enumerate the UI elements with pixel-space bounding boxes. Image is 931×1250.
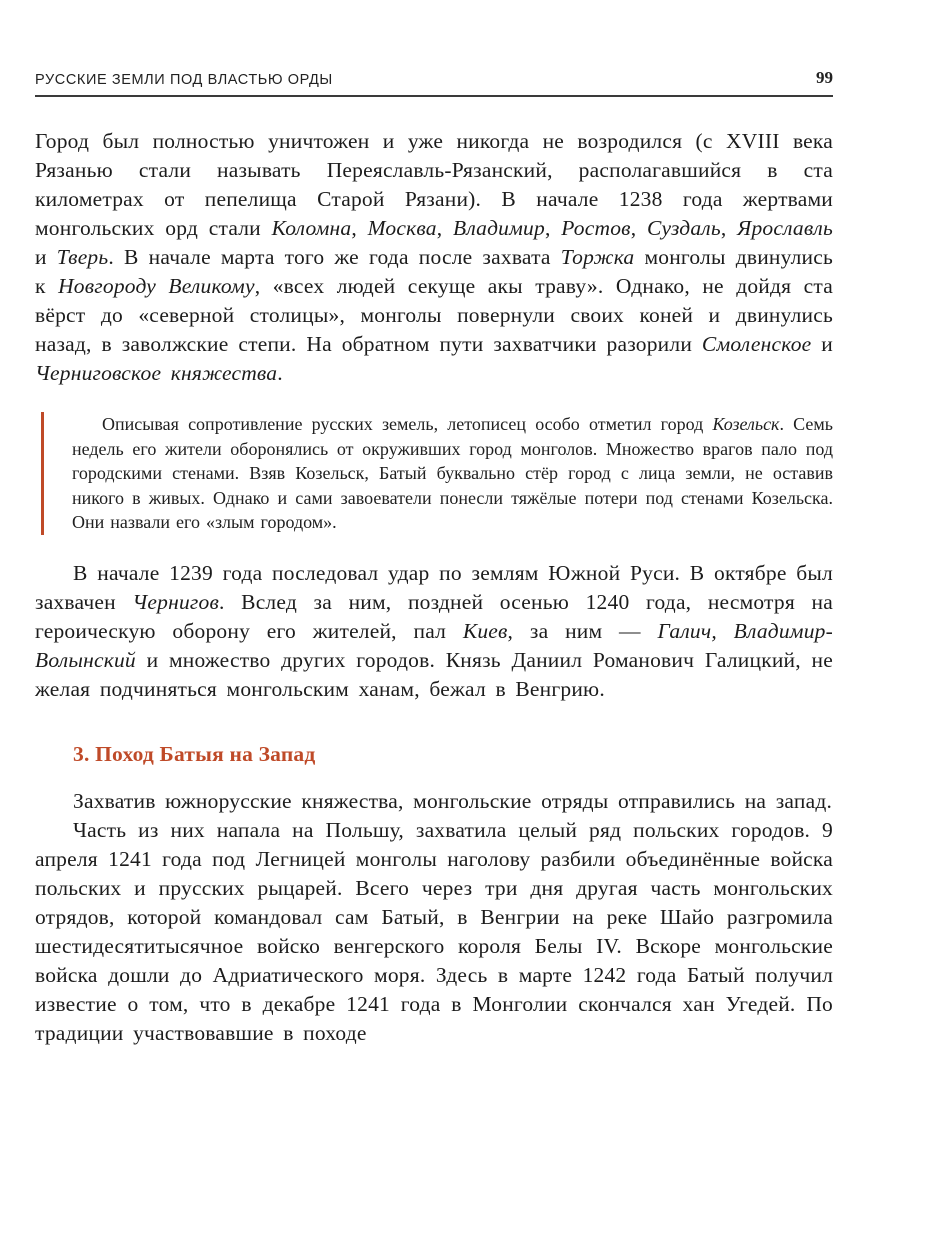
italic-text: Ярославль: [737, 216, 833, 240]
text-run: и множество других городов. Князь Даниил Романович Галицкий, не желая подчиняться монгольским ханам, бежал в Венгрию.: [35, 647, 833, 701]
paragraph: [35, 816, 833, 1048]
page-number: 99: [816, 68, 833, 87]
italic-text: Ростов: [561, 216, 631, 240]
italic-text: Козельск: [712, 414, 780, 434]
text-run: ,: [544, 216, 562, 240]
text-run: Город был полностью уничтожен и уже никогда не возродился (с XVIII века Рязанью стали называть Переяславль-Рязанский, располагавшийся в ста километрах от пепелища Старой Рязани). В начале 1238 года жертвами монгольских орд стали: [35, 129, 833, 240]
italic-text: Торжка: [560, 245, 635, 269]
text-run: ,: [351, 216, 368, 240]
text-run: ,: [630, 216, 647, 240]
italic-text: Новгороду Великому: [58, 274, 255, 298]
paragraph: [35, 559, 833, 704]
page-header: [35, 68, 833, 97]
text-run: , «всех людей секуще акы траву». Однако, не дойдя ста вёрст до «северной столицы», монголы повернули своих коней и двинулись назад, в заволжские степи. На обратном пути захватчики разорили: [35, 274, 833, 356]
text-run: Часть из них напала на Польшу, захватила целый ряд польских городов. 9 апреля 1241 года под Легницей монголы наголову разбили объединённые войска польских и прусских рыцарей. Всего через три дня другая часть монгольских отрядов, которой командовал сам Батый, в Венгрии на реке Шайо разгромила шестидесятитысячное войско венгерского короля Белы IV. Вскоре монгольские войска дошли до Адриатического моря. Здесь в марте 1242 года Батый получил известие о том, что в декабре 1241 года в Монголии скончался хан Угедей. По традиции участвовавшие в походе: [35, 817, 833, 1045]
text-run: . Вслед за ним, поздней осенью 1240 года, несмотря на героическую оборону его жителей, пал: [35, 589, 833, 643]
italic-text: Суздаль: [646, 216, 721, 240]
page-content: [35, 127, 833, 1048]
header-rule: [35, 95, 833, 97]
italic-text: Черниговское княжества: [35, 361, 278, 385]
paragraph: [35, 787, 833, 816]
italic-text: Москва: [367, 216, 437, 240]
text-run: монголы двинулись к: [35, 245, 833, 298]
section-heading: 3. Поход Батыя на Запад: [73, 741, 316, 766]
text-run: Описывая сопротивление русских земель, летописец особо отметил город: [102, 414, 713, 434]
text-run: . В начале марта того же года после захвата: [108, 245, 561, 269]
text-run: и: [811, 332, 833, 356]
text-run: , за ним —: [507, 618, 658, 643]
italic-text: Тверь: [56, 245, 109, 269]
text-run: В начале 1239 года последовал удар по землям Южной Руси. В октябре был захвачен: [35, 560, 833, 614]
text-run: и: [35, 245, 57, 269]
running-title: РУССКИЕ ЗЕМЛИ ПОД ВЛАСТЬЮ ОРДЫ: [35, 72, 333, 88]
text-run: ,: [720, 216, 738, 240]
italic-text: Чернигов: [132, 589, 219, 614]
text-run: . Семь недель его жители оборонялись от окруживших город монголов. Множество врагов пало под городскими стенами. Взяв Козельск, Батый буквально стёр город с лица земли, не оставив никого в живых. Однако и сами завоеватели понесли тяжёлые потери под стенами Козельска. Они назвали его «злым городом».: [72, 414, 833, 532]
text-run: .: [277, 361, 283, 385]
italic-text: Галич, Владимир-Волынский: [35, 618, 833, 672]
italic-text: Владимир: [452, 216, 545, 240]
text-run: ,: [436, 216, 453, 240]
text-run: Захватив южнорусские княжества, монгольские отряды отправились на запад.: [73, 788, 833, 813]
paragraph: [35, 127, 833, 388]
block-quote: [41, 412, 833, 535]
italic-text: Киев: [462, 618, 508, 643]
italic-text: Смоленское: [701, 332, 812, 356]
italic-text: Коломна: [271, 216, 352, 240]
